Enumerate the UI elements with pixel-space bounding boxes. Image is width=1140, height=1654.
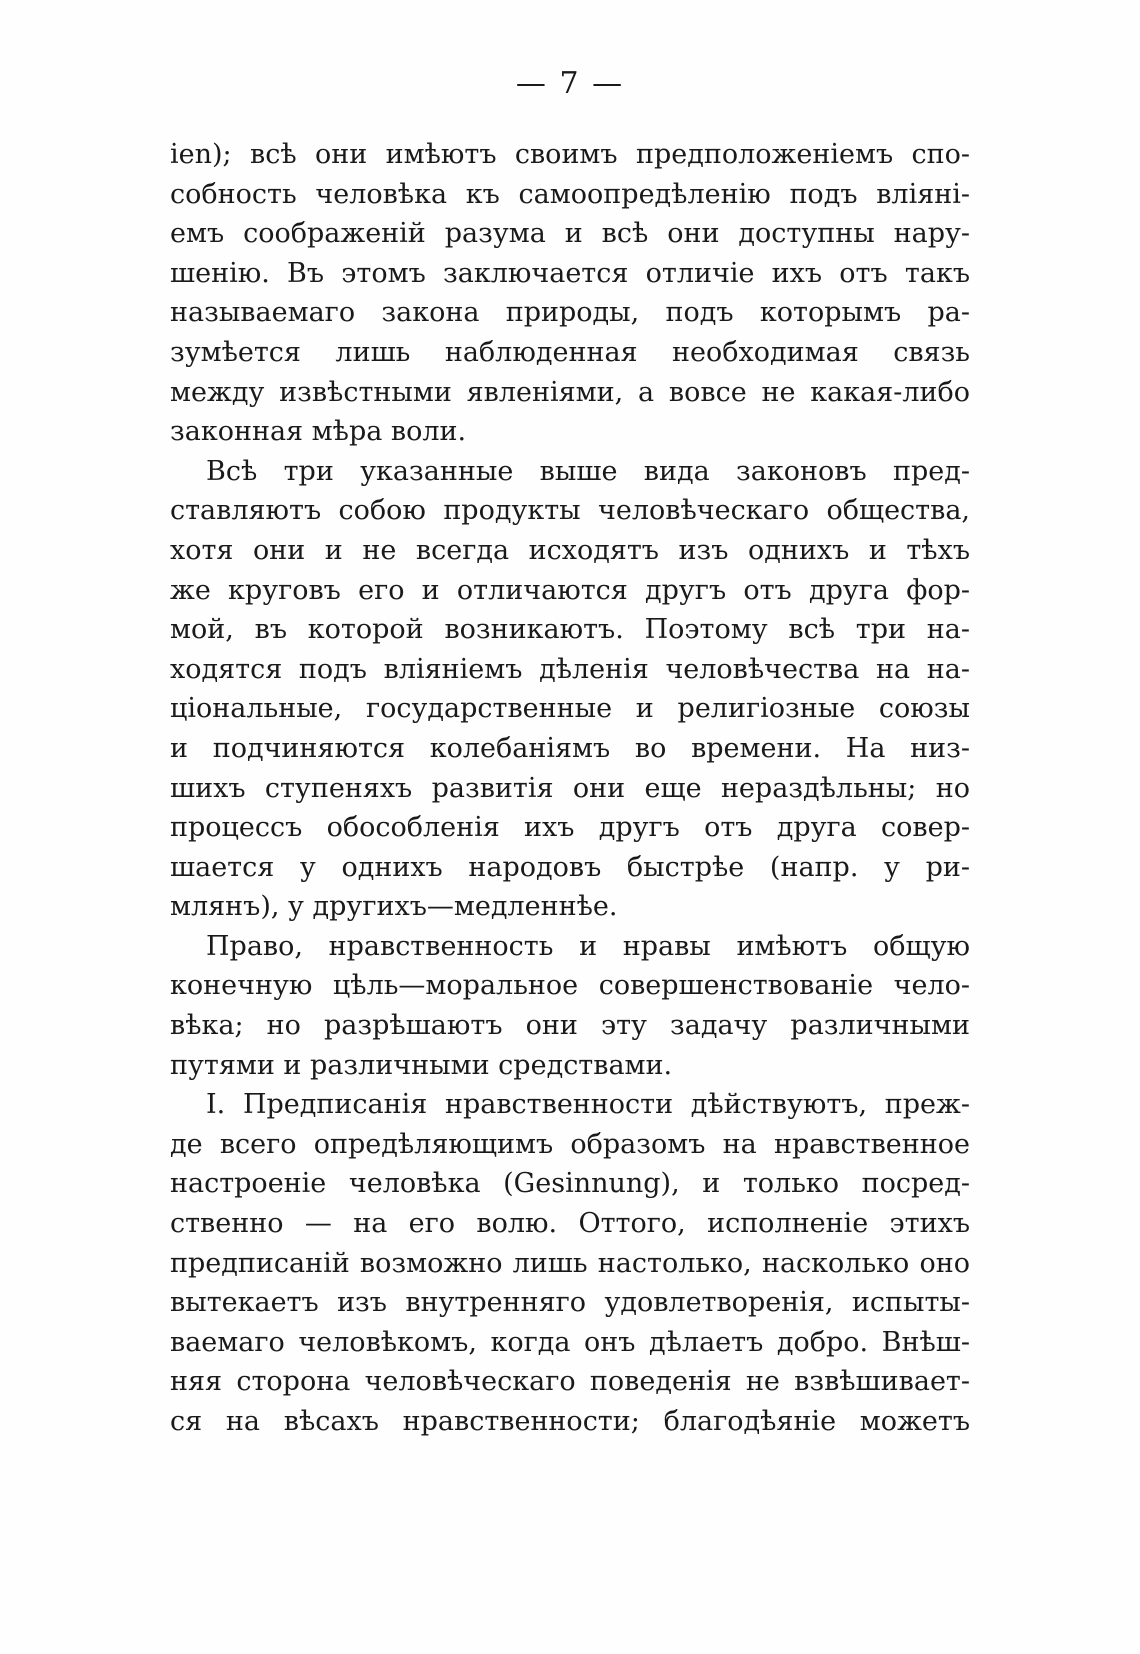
text-line: мой, въ которой возникаютъ. Поэтому всѣ три на- <box>170 614 970 646</box>
text-line: I. Предписанiя нравственности дѣйствуютъ, преж- <box>206 1089 970 1121</box>
page-number: — 7 — <box>515 66 625 101</box>
text-line: конечную цѣль—моральное совершенствованiе чело- <box>170 970 970 1002</box>
text-line: шихъ ступеняхъ развитiя они еще нераздѣльны; но <box>170 772 970 804</box>
text-line: предписанiй возможно лишь настолько, насколько оно <box>170 1247 970 1279</box>
text-line: емъ соображенiй разума и всѣ они доступны нару- <box>170 218 970 250</box>
text-line: ien); всѣ они имѣютъ своимъ предположенiемъ спо- <box>170 139 970 170</box>
text-line: ваемаго человѣкомъ, когда онъ дѣлаетъ добро. Внѣш- <box>170 1326 970 1358</box>
text-line: ся на вѣсахъ нравственности; благодѣянiе можетъ <box>170 1406 970 1437</box>
text-line: ставляютъ собою продукты человѣческаго общества, <box>170 495 970 527</box>
text-line: процессъ обособленiя ихъ другъ отъ друга совер- <box>170 812 970 844</box>
text-line: хотя они и не всегда исходятъ изъ однихъ и тѣхъ <box>170 534 970 566</box>
text-line: ственно — на его волю. Оттого, исполненiе этихъ <box>170 1208 970 1240</box>
paragraph <box>170 927 970 1085</box>
paragraph <box>170 1085 970 1441</box>
text-line: няя сторона человѣческаго поведенiя не взвѣшивает- <box>170 1366 970 1398</box>
text-line: де всего опредѣляющимъ образомъ на нравственное <box>170 1128 970 1160</box>
text-line: шается у однихъ народовъ быстрѣе (напр. у ри- <box>170 851 970 883</box>
text-line: вѣка; но разрѣшаютъ они эту задачу различными <box>170 1010 970 1042</box>
text-line: млянъ), у другихъ—медленнѣе. <box>170 891 618 923</box>
text-line: законная мѣра воли. <box>170 416 467 448</box>
text-line: ходятся подъ влiянiемъ дѣленiя человѣчества на на- <box>170 653 970 685</box>
text-line: вытекаетъ изъ внутренняго удовлетворенiя, испыты- <box>170 1287 970 1319</box>
paragraph <box>170 135 970 452</box>
text-line: Право, нравственность и нравы имѣютъ общую <box>206 930 970 962</box>
paragraph <box>170 452 970 927</box>
text-line: же круговъ его и отличаются другъ отъ друга фор- <box>170 574 970 606</box>
text-line: между извѣстными явленiями, а вовсе не какая-либо <box>170 376 970 408</box>
text-line: цiональные, государственные и религiозные союзы <box>170 693 970 725</box>
text-line: и подчиняются колебанiямъ во времени. На низ- <box>170 732 970 764</box>
text-line: называемаго закона природы, подъ которымъ ра- <box>170 297 970 329</box>
text-line: настроенiе человѣка (Gesinnung), и только посред- <box>170 1168 970 1200</box>
text-line: шенiю. Въ этомъ заключается отличiе ихъ отъ такъ <box>170 257 970 289</box>
text-line: зумѣется лишь наблюденная необходимая связь <box>170 336 970 368</box>
body-text <box>170 135 970 1442</box>
text-line: путями и различными средствами. <box>170 1049 673 1081</box>
text-line: Всѣ три указанные выше вида законовъ пред- <box>206 455 970 487</box>
text-line: собность человѣка къ самоопредѣленiю подъ влiянi- <box>170 178 970 210</box>
